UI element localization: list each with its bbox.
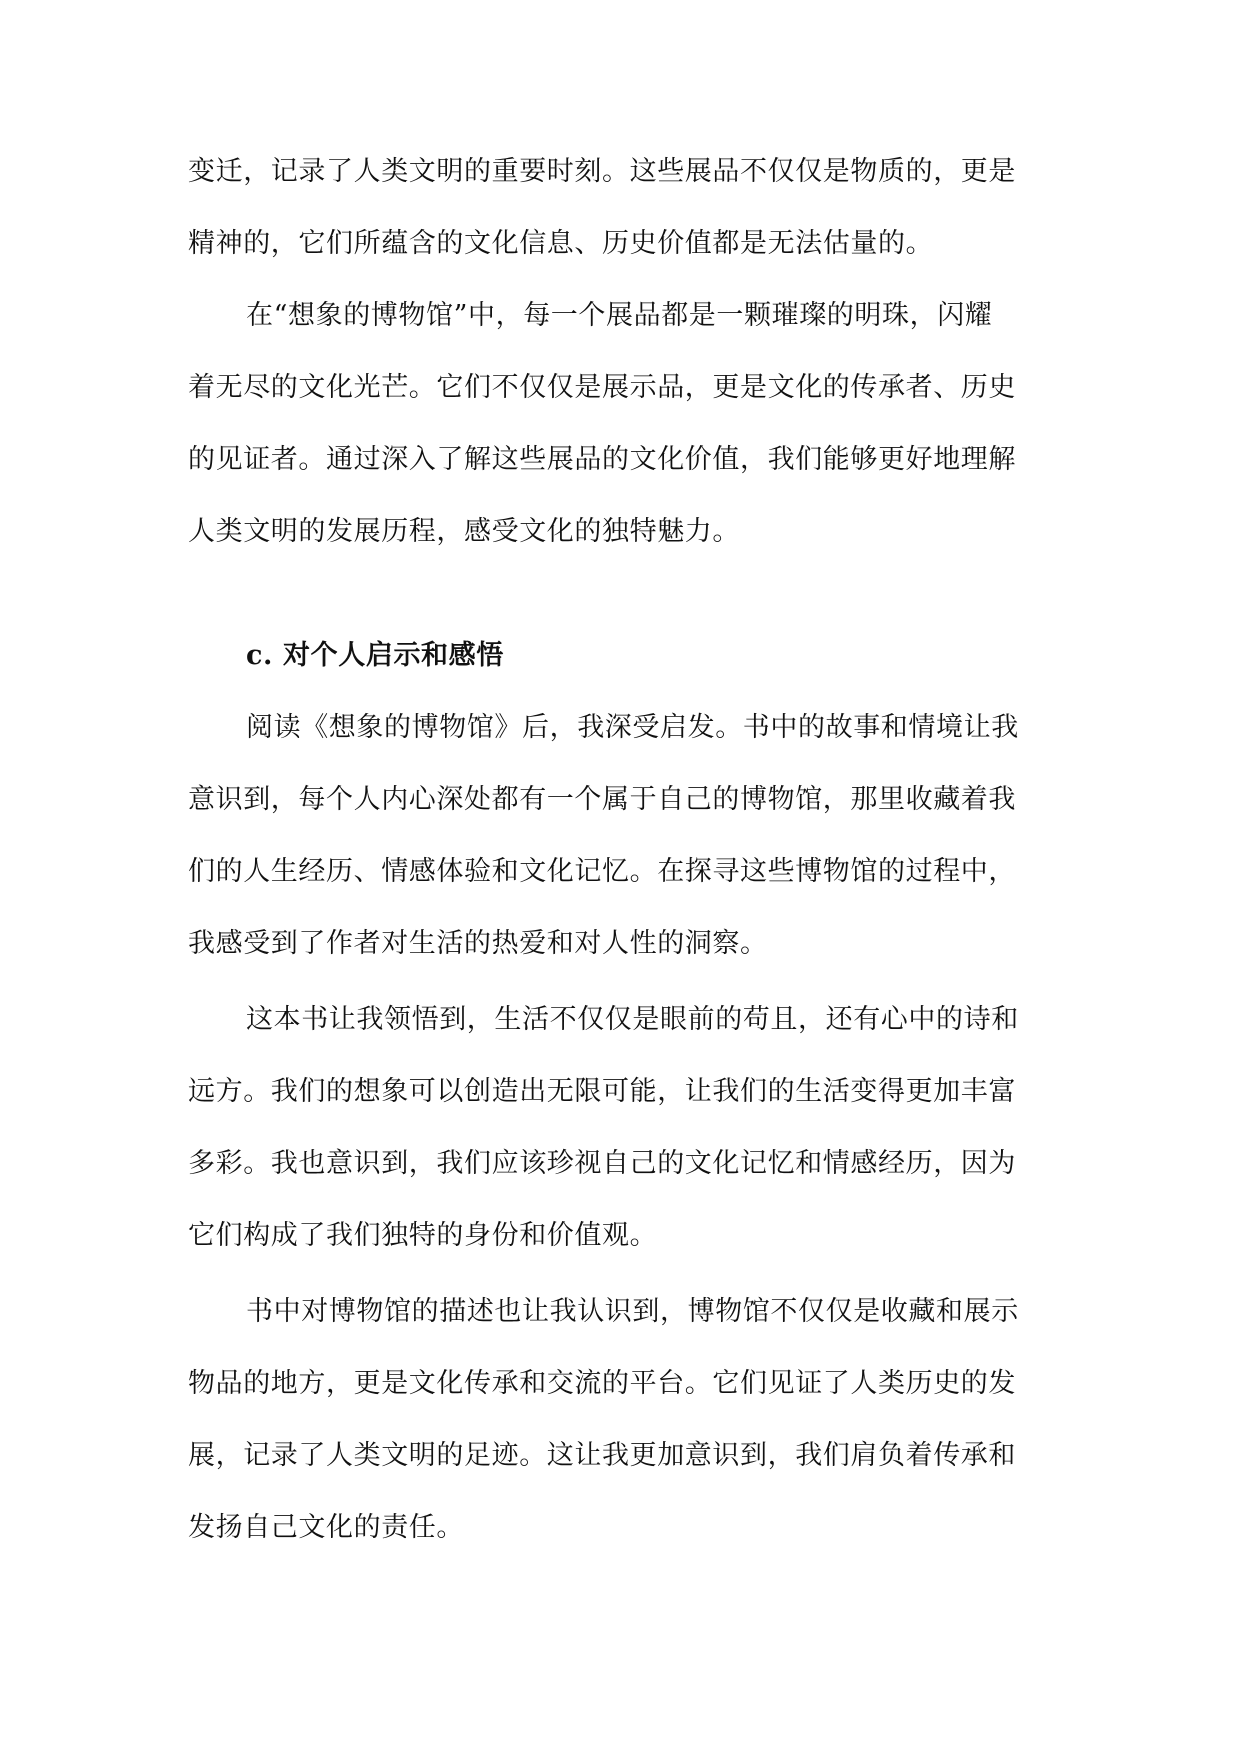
paragraph-line: 阅读《想象的博物馆》后，我深受启发。书中的故事和情境让我	[246, 712, 1019, 743]
paragraph-line: 的见证者。通过深入了解这些展品的文化价值，我们能够更好地理解	[188, 444, 1016, 475]
paragraph-line: 这本书让我领悟到，生活不仅仅是眼前的苟且，还有心中的诗和	[246, 1004, 1019, 1035]
paragraph-line: 们的人生经历、情感体验和文化记忆。在探寻这些博物馆的过程中，	[188, 856, 1016, 887]
paragraph-line: 物品的地方，更是文化传承和交流的平台。它们见证了人类历史的发	[188, 1368, 1016, 1399]
paragraph-line: 书中对博物馆的描述也让我认识到，博物馆不仅仅是收藏和展示	[246, 1296, 1019, 1327]
paragraph-line: 多彩。我也意识到，我们应该珍视自己的文化记忆和情感经历，因为	[188, 1148, 1016, 1179]
paragraph-line: 意识到，每个人内心深处都有一个属于自己的博物馆，那里收藏着我	[188, 784, 1016, 815]
paragraph-line: 发扬自己文化的责任。	[188, 1512, 464, 1543]
paragraph-line: 我感受到了作者对生活的热爱和对人性的洞察。	[188, 928, 768, 959]
paragraph-line: 远方。我们的想象可以创造出无限可能，让我们的生活变得更加丰富	[188, 1076, 1016, 1107]
paragraph-line: 精神的，它们所蕴含的文化信息、历史价值都是无法估量的。	[188, 228, 934, 259]
paragraph-line: 它们构成了我们独特的身份和价值观。	[188, 1220, 658, 1251]
paragraph-line: 展，记录了人类文明的足迹。这让我更加意识到，我们肩负着传承和	[188, 1440, 1016, 1471]
paragraph-line: 在“想象的博物馆”中，每一个展品都是一颗璀璨的明珠，闪耀	[246, 300, 993, 331]
section-heading: c. 对个人启示和感悟	[246, 640, 504, 671]
paragraph-line: 着无尽的文化光芒。它们不仅仅是展示品，更是文化的传承者、历史	[188, 372, 1016, 403]
paragraph-line: 人类文明的发展历程，感受文化的独特魅力。	[188, 516, 740, 547]
paragraph-line: 变迁，记录了人类文明的重要时刻。这些展品不仅仅是物质的，更是	[188, 156, 1016, 187]
